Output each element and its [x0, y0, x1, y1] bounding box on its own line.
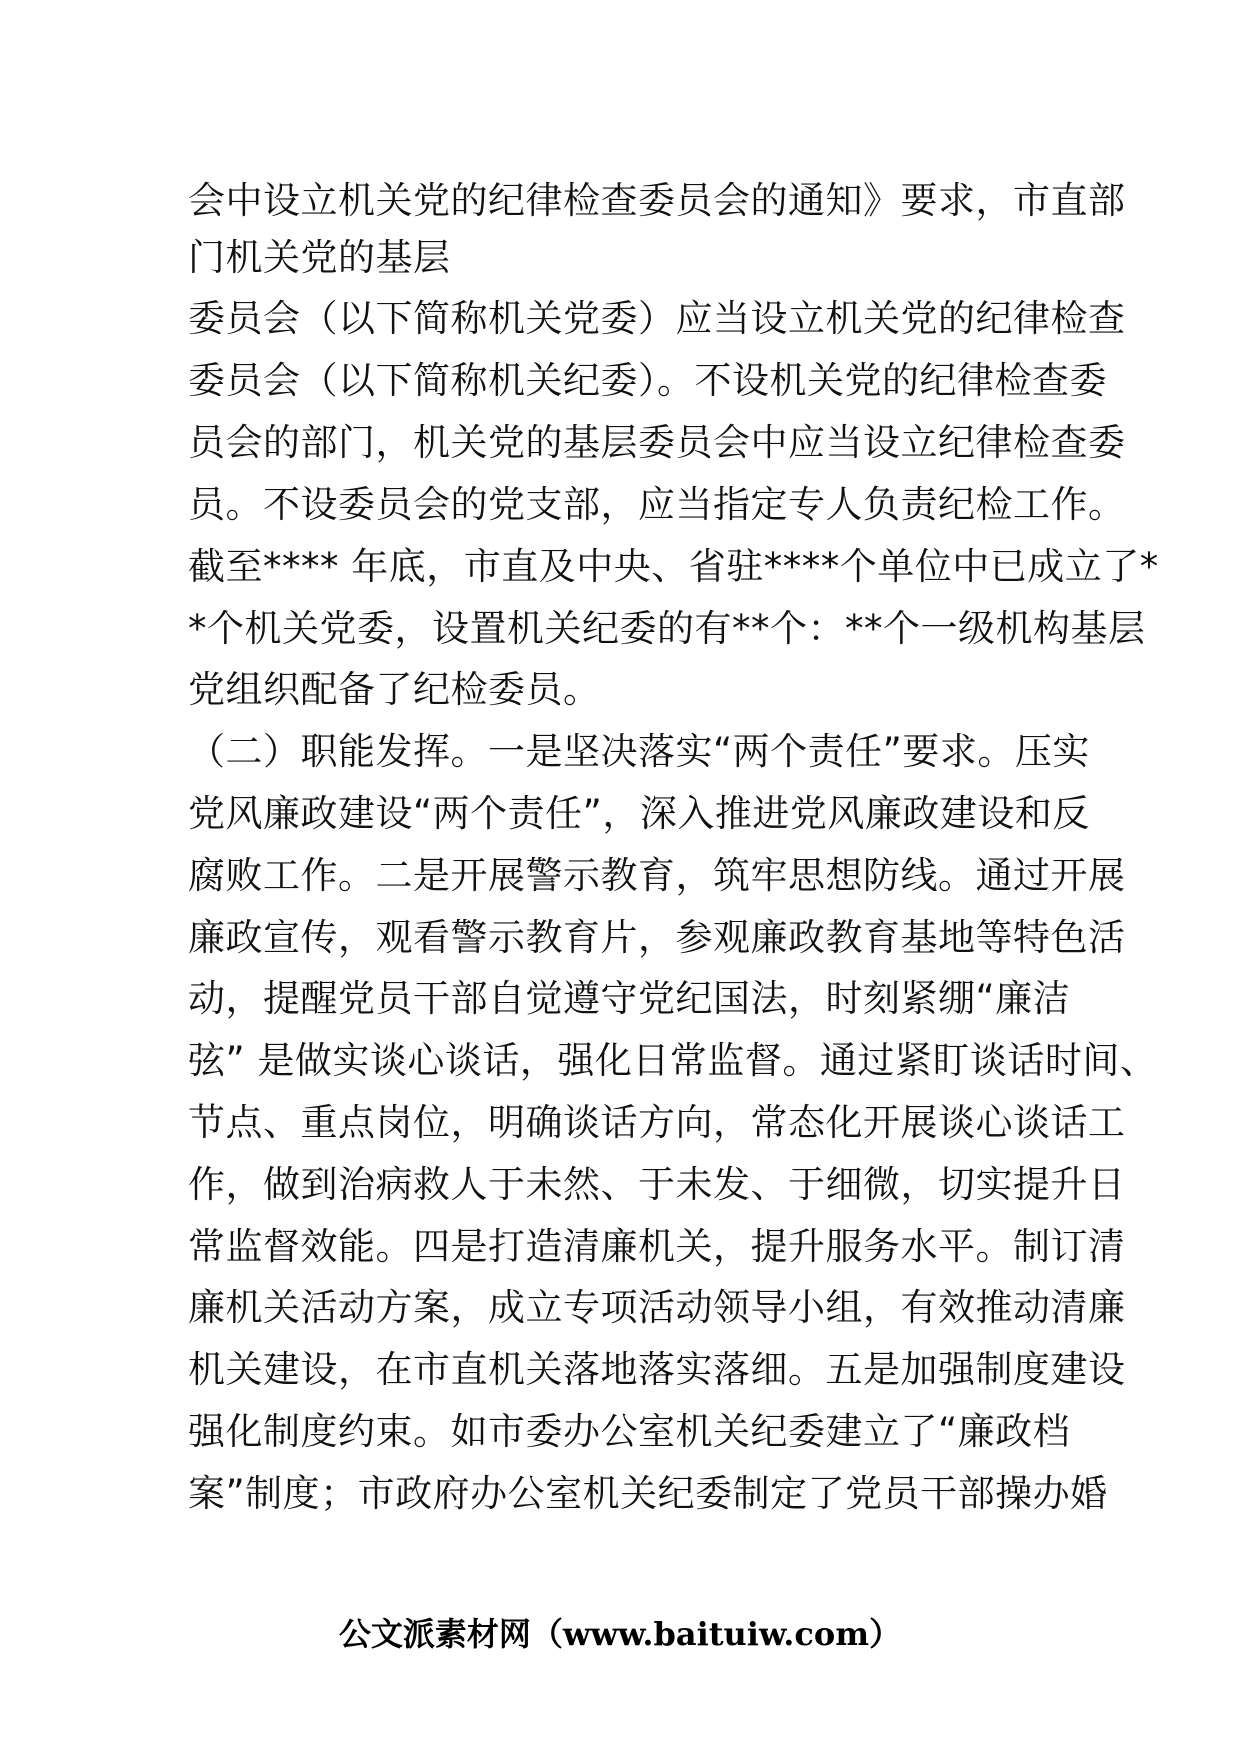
body-text-line: 廉政宣传，观看警示教育片，参观廉政教育基地等特色活 — [188, 916, 1126, 959]
body-text-line: 截至**** 年底，市直及中央、省驻****个单位中已成立了* — [188, 545, 1159, 588]
body-text-line: 廉机关活动方案，成立专项活动领导小组，有效推动清廉 — [188, 1286, 1126, 1329]
section-heading-line: （二）职能发挥。一是坚决落实“两个责任”要求。压实 — [188, 730, 1090, 773]
body-text-line: 党风廉政建设“两个责任”，深入推进党风廉政建设和反 — [188, 792, 1090, 835]
body-text-line: 作，做到治病救人于未然、于未发、于细微，切实提升日 — [188, 1163, 1126, 1206]
body-text-line: 门机关党的基层 — [188, 236, 451, 279]
body-text-line: 委员会（以下简称机关纪委）。不设机关党的纪律检查委 — [188, 359, 1107, 402]
body-text-line: 员。不设委员会的党支部，应当指定专人负责纪检工作。 — [188, 483, 1126, 526]
body-text-line: 动，提醒党员干部自觉遵守党纪国法，时刻紧绷“廉洁 — [188, 977, 1071, 1020]
body-text-line: 节点、重点岗位，明确谈话方向，常态化开展谈心谈话工 — [188, 1101, 1126, 1144]
body-text-line: 强化制度约束。如市委办公室机关纪委建立了“廉政档 — [188, 1410, 1071, 1453]
body-text-line: 机关建设，在市直机关落地落实落细。五是加强制度建设 — [188, 1348, 1126, 1391]
body-text-line: 委员会（以下简称机关党委）应当设立机关党的纪律检查 — [188, 297, 1126, 340]
body-text-line: 党组织配备了纪检委员。 — [188, 668, 601, 711]
body-text-line: 腐败工作。二是开展警示教育，筑牢思想防线。通过开展 — [188, 854, 1126, 897]
body-text-line: *个机关党委，设置机关纪委的有**个：**个一级机构基层 — [188, 607, 1146, 650]
body-text-line: 员会的部门，机关党的基层委员会中应当设立纪律检查委 — [188, 421, 1126, 464]
body-text-line: 案”制度；市政府办公室机关纪委制定了党员干部操办婚 — [188, 1472, 1108, 1515]
body-text-line: 弦” 是做实谈心谈话，强化日常监督。通过紧盯谈话时间、 — [188, 1039, 1158, 1082]
body-text-line: 常监督效能。四是打造清廉机关，提升服务水平。制订清 — [188, 1225, 1126, 1268]
footer-watermark-text: 公文派素材网（www.baituiw.com） — [338, 1615, 902, 1653]
body-text-line: 会中设立机关党的纪律检查委员会的通知》要求，市直部 — [188, 179, 1126, 222]
